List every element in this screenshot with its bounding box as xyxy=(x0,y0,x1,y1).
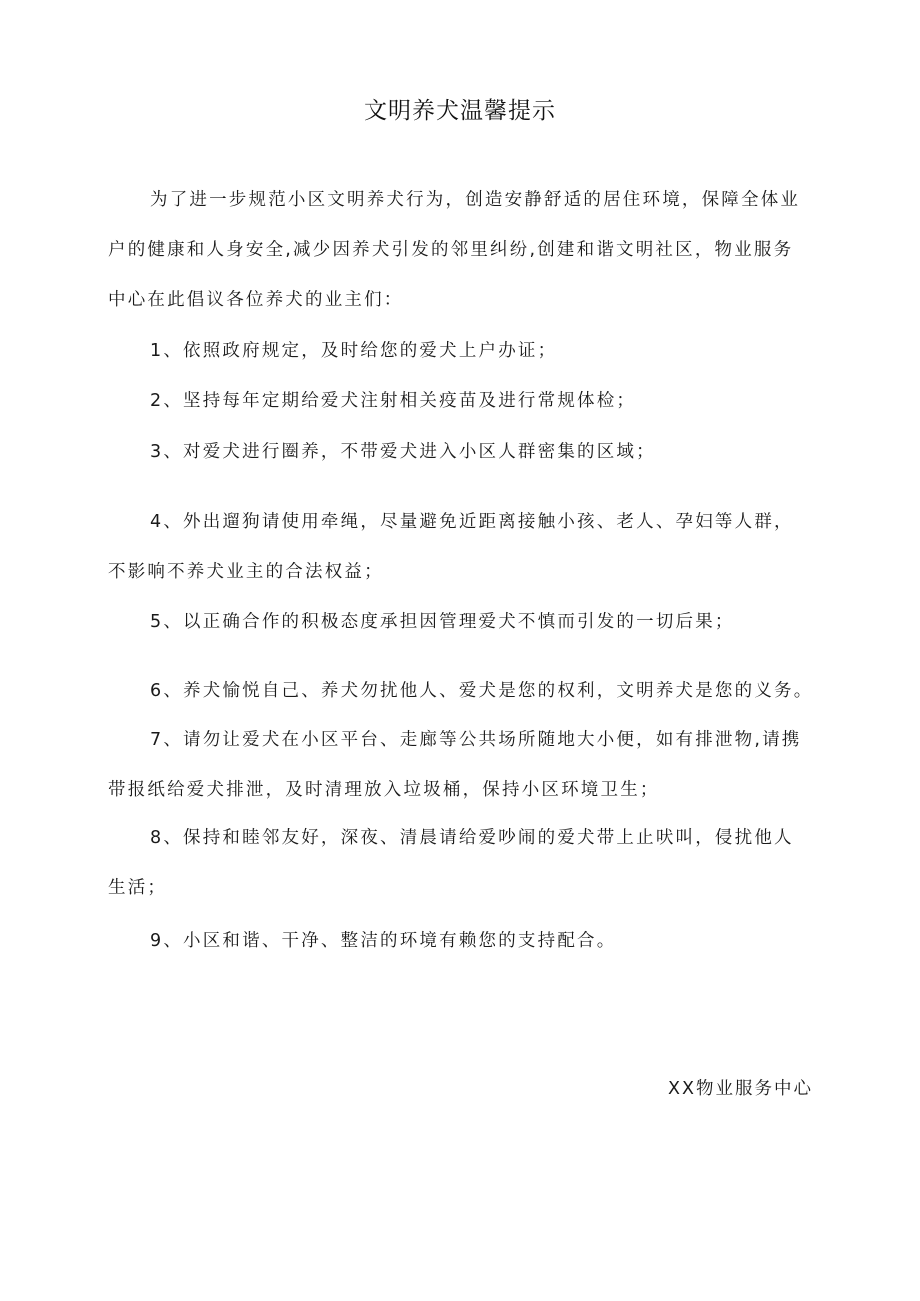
list-item-line: 7、请勿让爱犬在小区平台、走廊等公共场所随地大小便，如有排泄物,请携 xyxy=(150,730,802,750)
list-item-line: 5、以正确合作的积极态度承担因管理爱犬不慎而引发的一切后果； xyxy=(150,612,735,632)
list-item-3 xyxy=(108,427,818,477)
list-item-line: 1、依照政府规定，及时给您的爱犬上户办证； xyxy=(150,341,558,361)
document-title: 文明养犬温馨提示 xyxy=(364,98,556,124)
list-item-2 xyxy=(108,376,818,426)
list-item-4 xyxy=(108,497,818,597)
list-item-line: 6、养犬愉悦自己、养犬勿扰他人、爱犬是您的权利，文明养犬是您的义务。 xyxy=(150,681,814,701)
list-item-8 xyxy=(108,813,818,913)
list-item-line: 生活； xyxy=(108,878,168,898)
list-item-line: 2、坚持每年定期给爱犬注射相关疫苗及进行常规体检； xyxy=(150,391,637,411)
list-item-line: 3、对爱犬进行圈养，不带爱犬进入小区人群密集的区域； xyxy=(150,442,656,462)
list-item-line: 8、保持和睦邻友好，深夜、清晨请给爱吵闹的爱犬带上止吠叫，侵扰他人 xyxy=(150,828,794,848)
list-item-6 xyxy=(108,666,818,716)
list-item-1 xyxy=(108,326,818,376)
list-item-line: 9、小区和谐、干净、整洁的环境有赖您的支持配合。 xyxy=(150,931,617,951)
list-item-7 xyxy=(108,715,818,815)
list-item-line: 不影响不养犬业主的合法权益； xyxy=(108,562,384,582)
intro-line: 中心在此倡议各位养犬的业主们： xyxy=(108,290,404,310)
list-item-5 xyxy=(108,597,818,647)
signature: XX物业服务中心 xyxy=(668,1079,813,1099)
intro-paragraph xyxy=(108,175,818,325)
intro-line: 户的健康和人身安全,减少因养犬引发的邻里纠纷,创建和谐文明社区，物业服务 xyxy=(108,240,794,260)
list-item-9 xyxy=(108,916,818,966)
intro-line: 为了进一步规范小区文明养犬行为，创造安静舒适的居住环境，保障全体业 xyxy=(150,190,801,210)
list-item-line: 带报纸给爱犬排泄，及时清理放入垃圾桶，保持小区环境卫生； xyxy=(108,780,660,800)
list-item-line: 4、外出遛狗请使用牵绳，尽量避免近距离接触小孩、老人、孕妇等人群， xyxy=(150,512,794,532)
